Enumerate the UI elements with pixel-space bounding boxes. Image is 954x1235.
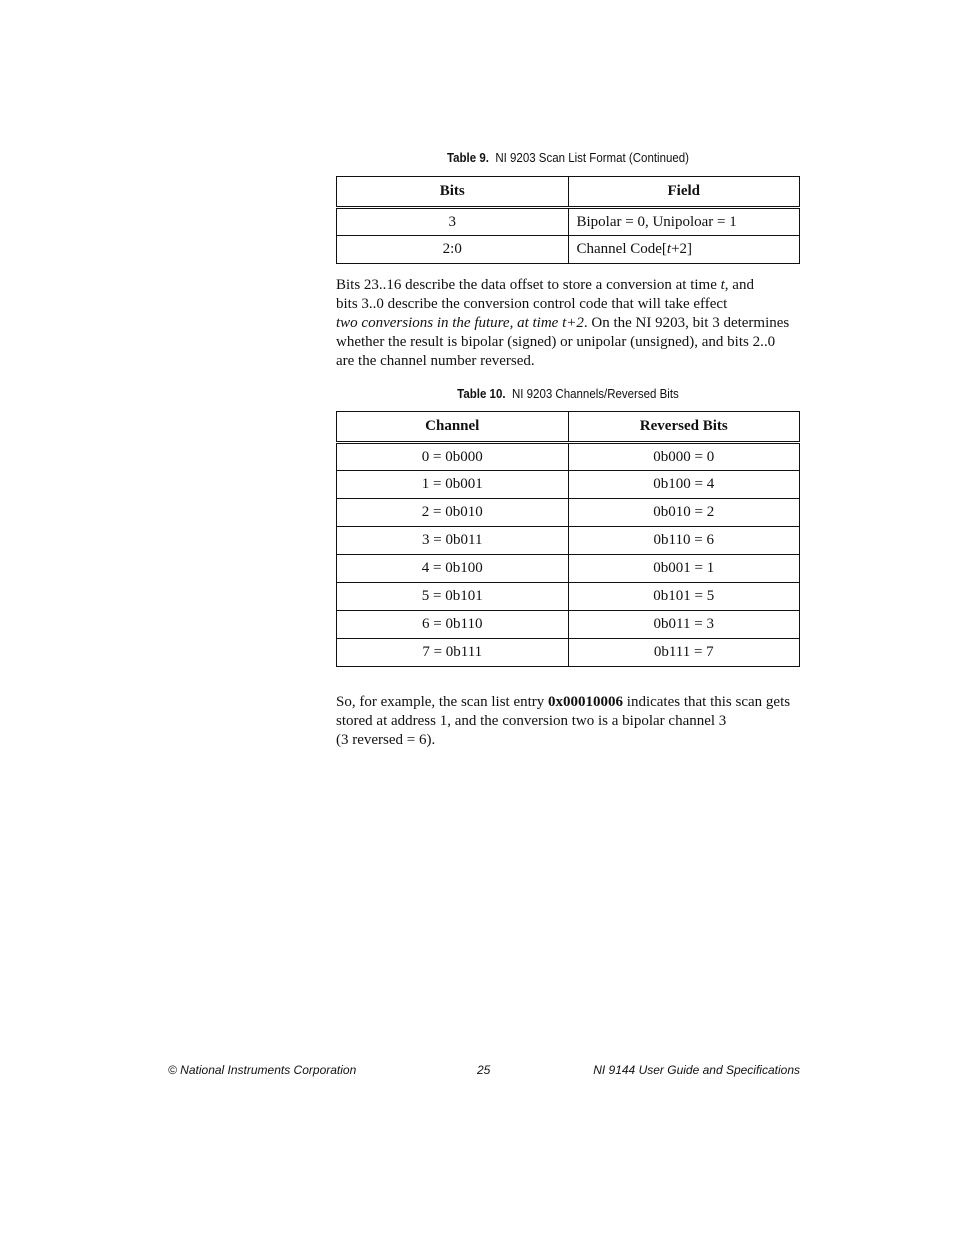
table-row — [337, 639, 800, 667]
text-line: bits 3..0 describe the conversion control code that will take effect — [336, 296, 728, 312]
footer-copyright: © National Instruments Corporation — [168, 1063, 357, 1077]
text-run: . On the NI 9203, bit 3 determines — [583, 315, 790, 331]
table-row — [337, 527, 800, 555]
table10-caption-text: NI 9203 Channels/Reversed Bits — [511, 387, 679, 401]
reversed-cell: 0b100 = 4 — [568, 471, 800, 499]
table-row — [337, 443, 800, 471]
table9-header-field: Field — [568, 177, 800, 208]
table9-cell-field — [568, 236, 800, 264]
text-run: So, for example, the scan list entry — [336, 694, 549, 710]
text-line: stored at address 1, and the conversion two is a bipolar channel 3 — [336, 713, 727, 729]
table10-caption — [355, 386, 782, 402]
table-row — [337, 583, 800, 611]
field-prefix: Channel Code[ — [576, 241, 667, 257]
table10-header-row — [337, 412, 800, 443]
reversed-cell: 0b111 = 7 — [568, 639, 800, 667]
table10 — [336, 411, 800, 667]
table9-caption — [355, 150, 782, 166]
text-line: are the channel number reversed. — [336, 353, 535, 369]
reversed-cell: 0b110 = 6 — [568, 527, 800, 555]
footer-page-number: 25 — [477, 1063, 491, 1077]
table-row — [337, 236, 800, 264]
table-row — [337, 499, 800, 527]
channel-cell: 2 = 0b010 — [337, 499, 569, 527]
text-run-italic: t — [720, 277, 725, 293]
table10-header-channel: Channel — [337, 412, 569, 443]
text-run: , and — [724, 277, 754, 293]
footer-document-title: NI 9144 User Guide and Specifications — [593, 1063, 800, 1077]
table9-cell-bits: 2:0 — [337, 236, 569, 264]
reversed-cell: 0b010 = 2 — [568, 499, 800, 527]
table9-header-bits: Bits — [337, 177, 569, 208]
reversed-cell: 0b101 = 5 — [568, 583, 800, 611]
text-run-italic: two conversions in the future, at time t+2 — [336, 315, 584, 331]
bits-description-paragraph — [336, 276, 806, 371]
table9-header-row — [337, 177, 800, 208]
text-run: Bits 23..16 describe the data offset to store a conversion at time — [336, 277, 721, 293]
reversed-cell: 0b011 = 3 — [568, 611, 800, 639]
table-row — [337, 611, 800, 639]
text-line: (3 reversed = 6). — [336, 732, 436, 748]
table9-cell-field: Bipolar = 0, Unipoloar = 1 — [568, 208, 800, 236]
field-italic: t — [666, 241, 672, 257]
field-suffix: +2] — [671, 241, 693, 257]
table-row — [337, 471, 800, 499]
text-line: whether the result is bipolar (signed) or unipolar (unsigned), and bits 2..0 — [336, 334, 776, 350]
channel-cell: 7 = 0b111 — [337, 639, 569, 667]
channel-cell: 0 = 0b000 — [337, 443, 569, 471]
text-run: indicates that this scan gets — [623, 694, 791, 710]
table-row — [337, 208, 800, 236]
channel-cell: 6 = 0b110 — [337, 611, 569, 639]
table9 — [336, 176, 800, 264]
channel-cell: 3 = 0b011 — [337, 527, 569, 555]
table10-header-reversed-bits: Reversed Bits — [568, 412, 800, 443]
channel-cell: 5 = 0b101 — [337, 583, 569, 611]
channel-cell: 1 = 0b001 — [337, 471, 569, 499]
table9-caption-text: NI 9203 Scan List Format (Continued) — [495, 151, 690, 165]
table10-caption-label: Table 10. — [457, 387, 506, 401]
reversed-cell: 0b000 = 0 — [568, 443, 800, 471]
table9-cell-bits: 3 — [337, 208, 569, 236]
text-run-bold: 0x00010006 — [548, 694, 624, 710]
channel-cell: 4 = 0b100 — [337, 555, 569, 583]
example-paragraph — [336, 693, 806, 750]
reversed-cell: 0b001 = 1 — [568, 555, 800, 583]
table-row — [337, 555, 800, 583]
table9-caption-label: Table 9. — [446, 151, 489, 165]
